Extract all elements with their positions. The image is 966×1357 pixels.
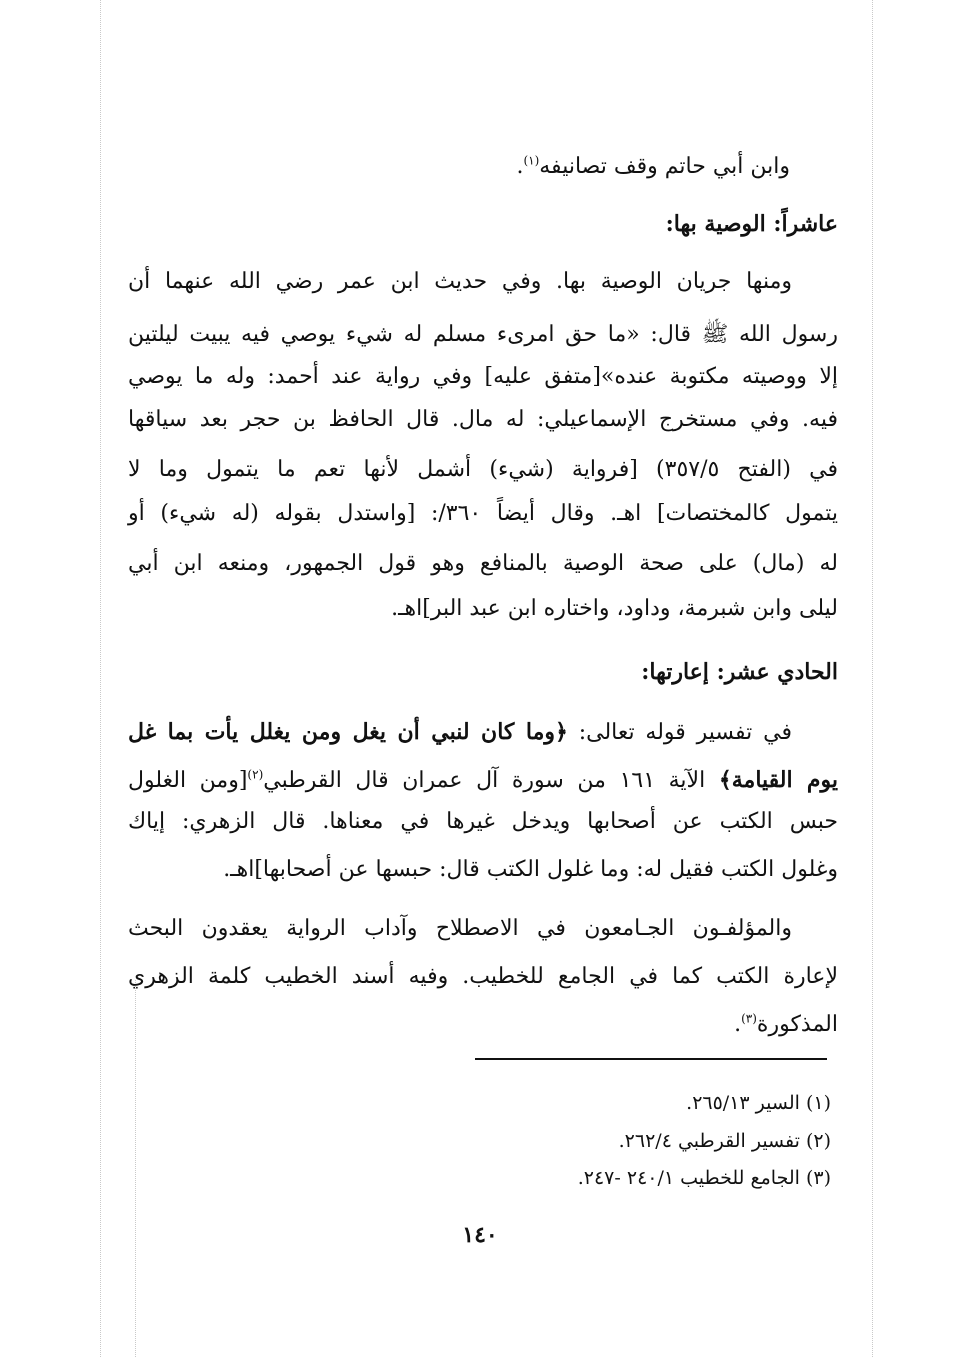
line-text: في تفسير قوله تعالى: (567, 720, 792, 745)
heading-text: الحادي عشر: إعارتها: (641, 659, 838, 685)
text-line (128, 763, 838, 797)
footnote-marker: (٣) (741, 1011, 757, 1026)
line-text: وابن أبي حاتم وقف تصانيفه (539, 154, 790, 179)
line-text: إلا ووصيته مكتوبة عنده»[متفق عليه] وفي رواية عند أحمد: وله ما يوصي (128, 364, 838, 389)
line-text: وغلول الكتب فقيل له: وما غلول الكتب قال: حبسها عن أصحابها]اهـ. (223, 857, 838, 882)
footnote-marker: (٢) (247, 767, 264, 782)
text-line (128, 853, 838, 887)
footnote-marker: (١) (523, 153, 540, 168)
line-text: رسول الله ﷺ قال: «ما حق امرىء مسلم له شيء يوصي فيه يبيت ليلتين (128, 322, 838, 347)
text-line (128, 453, 838, 487)
line-text: حبس الكتب عن أصحابها ويدخل غيرها في معناها. قال الزهري: إياك (128, 809, 838, 834)
quran-verse: ﴿وما كان لنبي أن يغل ومن يغلل يأت بما غل (128, 719, 568, 745)
margin-dotted-guide-left (100, 0, 101, 1357)
section-heading-tenth (128, 207, 838, 241)
footnote-3: (٣) الجامع للخطيب ٢٤٠/١ -٢٤٧. (577, 1167, 831, 1189)
text-line (128, 547, 838, 581)
text-line (128, 592, 838, 626)
heading-text: عاشراً: الوصية بها: (665, 211, 838, 237)
line-text: [ومن الغلول (128, 768, 248, 793)
page-body (128, 0, 838, 1050)
margin-dotted-guide-right (872, 0, 873, 1357)
line-text: فيه. وفي مستخرج الإسماعيلي: له مال. قال الحافظ بن حجر بعد سياقها (128, 407, 838, 432)
footnote-2: (٢) تفسير القرطبي ٢٦٢/٤. (618, 1130, 831, 1152)
text-line (128, 960, 838, 994)
line-text: والمؤلفـون الجـامعون في الاصطلاح وآداب الرواية يعقدون البحث (128, 916, 792, 941)
text-line (128, 403, 838, 437)
quran-verse: يوم القيامة﴾ (718, 767, 838, 793)
line-text: له (مال) على صحة الوصية بالمنافع وهو قول الجمهور، ومنعه ابن أبي (128, 551, 838, 576)
line-text: المذكورة (756, 1012, 838, 1037)
section-heading-eleventh (128, 655, 838, 689)
text-line (128, 805, 838, 839)
line-text: يتمول كالمختصات] اهـ. وقال أيضاً ٣٦٠/: [واستدل بقوله (له شيء) أو (128, 501, 838, 526)
page-number: ١٤٠ (462, 1222, 498, 1248)
line-punct: . (516, 154, 524, 179)
footnote-1: (١) السير ٢٦٥/١٣. (686, 1092, 831, 1114)
text-line (128, 715, 838, 749)
line-text: ليلى وابن شبرمة، وداود، واختاره ابن عبد البر]اهـ. (391, 596, 838, 621)
line-text: ومنها جريان الوصية بها. وفي حديث ابن عمر رضي الله عنهما أن (128, 269, 792, 294)
line-text: لإعارة الكتب كما في الجامع للخطيب. وفيه أسند الخطيب كلمة الزهري (128, 964, 838, 989)
line-text: الآية ١٦١ من سورة آل عمران قال القرطبي (263, 768, 719, 793)
text-line (128, 150, 838, 184)
line-text: في (الفتح ٣٥٧/٥) [فرواية (شيء) أشمل لأنها تعم ما يتمول وما لا (128, 457, 838, 482)
text-line (128, 912, 838, 946)
text-line (128, 497, 838, 531)
line-punct: . (734, 1012, 742, 1037)
text-line (128, 318, 838, 352)
text-line (128, 360, 838, 394)
text-line (128, 265, 838, 299)
text-line (128, 1008, 838, 1042)
footnote-separator (475, 1058, 827, 1060)
